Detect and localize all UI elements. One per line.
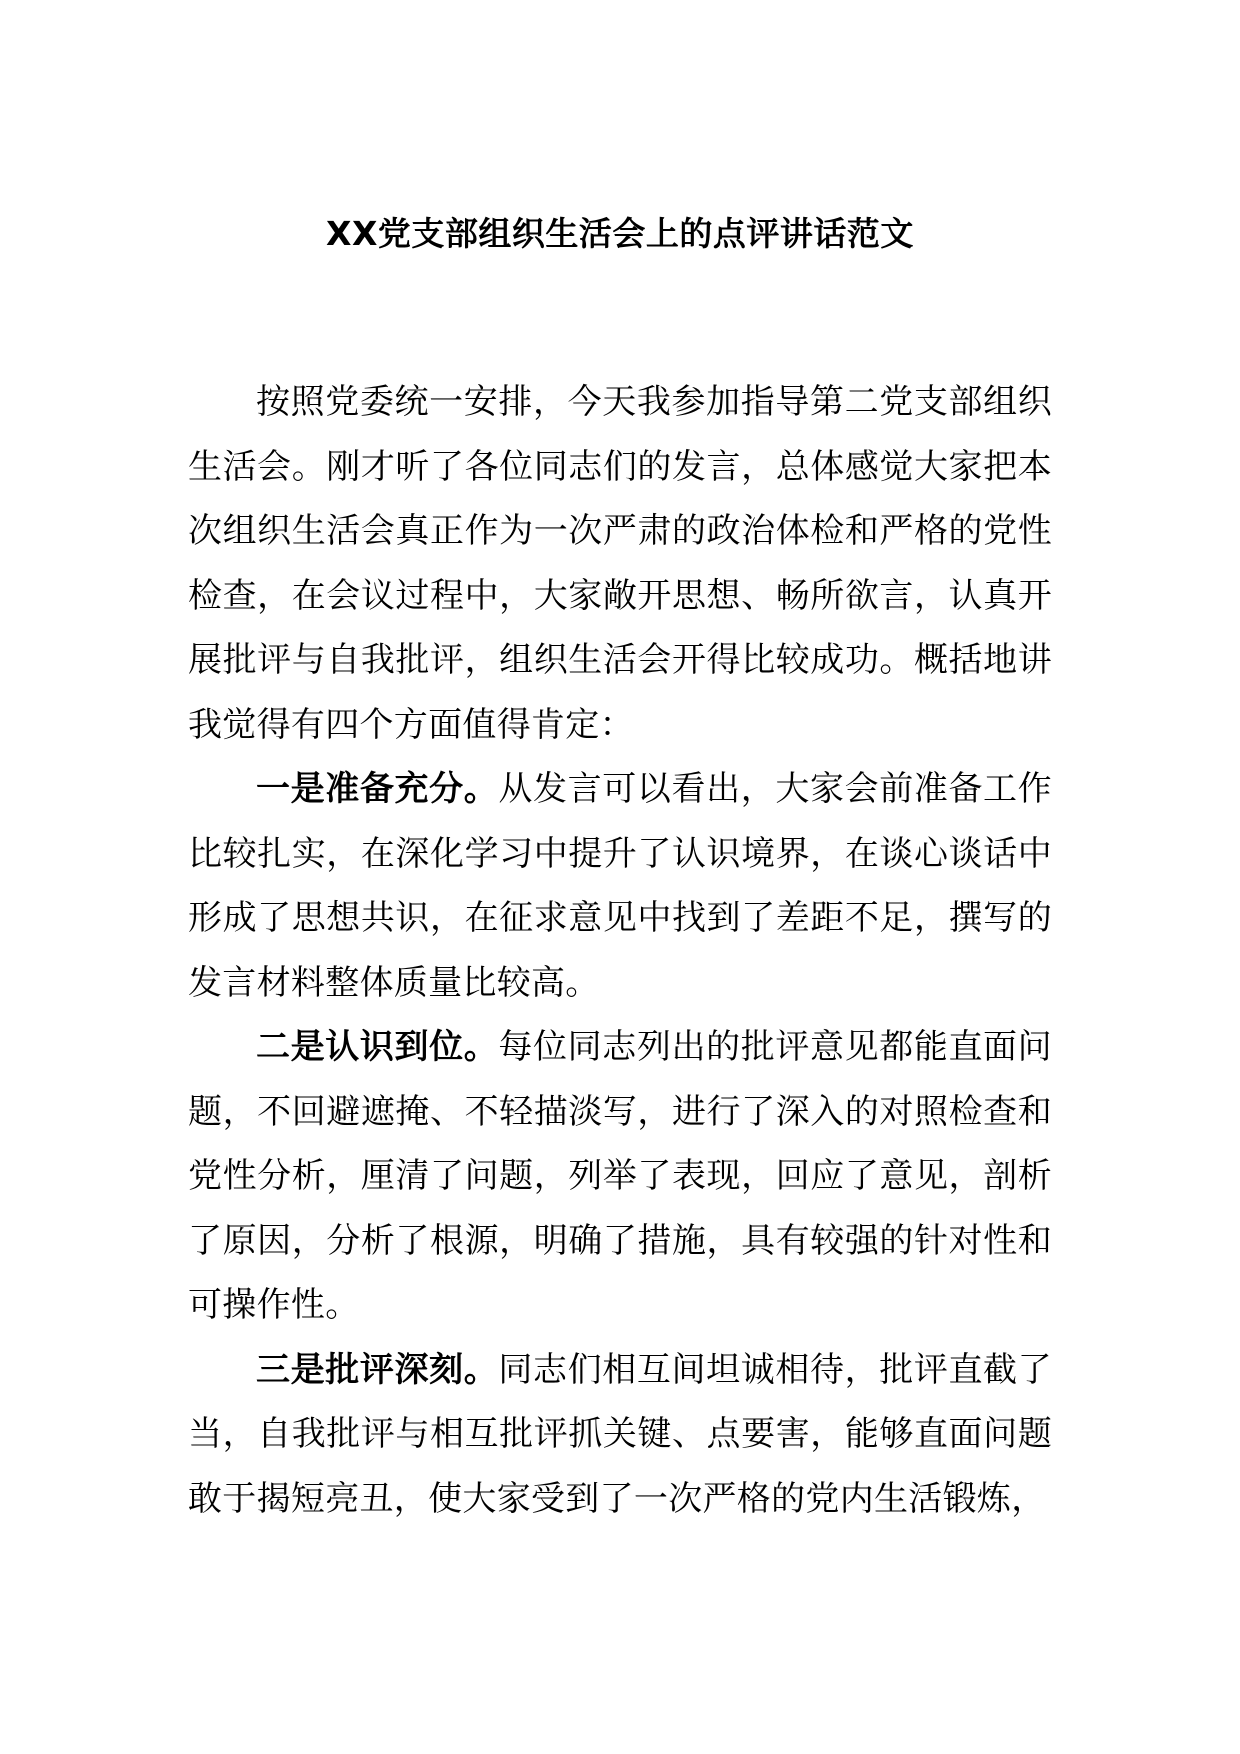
paragraph-intro (188, 370, 1052, 757)
paragraph-text: 按照党委统一安排，今天我参加指导第二党支部组织生活会。刚才听了各位同志们的发言，总体感觉大家把本次组织生活会真正作为一次严肃的政治体检和严格的党性检查，在会议过程中，大家敞开思想、畅所欲言，认真开展批评与自我批评，组织生活会开得比较成功。概括地讲我觉得有四个方面值得肯定： (188, 382, 1052, 745)
paragraph-point-1 (188, 757, 1052, 1015)
paragraph-lead: 二是认识到位。 (256, 1027, 499, 1067)
paragraph-text: 每位同志列出的批评意见都能直面问题，不回避遮掩、不轻描淡写，进行了深入的对照检查和党性分析，厘清了问题，列举了表现，回应了意见，剖析了原因，分析了根源，明确了措施，具有较强的针对性和可操作性。 (188, 1027, 1052, 1325)
document-body (188, 370, 1052, 1531)
paragraph-text: 从发言可以看出，大家会前准备工作比较扎实，在深化学习中提升了认识境界，在谈心谈话中形成了思想共识，在征求意见中找到了差距不足，撰写的发言材料整体质量比较高。 (188, 769, 1052, 1003)
document-title: XX党支部组织生活会上的点评讲话范文 (326, 214, 914, 253)
paragraph-lead: 一是准备充分。 (256, 769, 499, 809)
paragraph-point-2 (188, 1015, 1052, 1338)
paragraph-point-3 (188, 1338, 1052, 1532)
paragraph-lead: 三是批评深刻。 (256, 1349, 499, 1390)
paragraph-text: 同志们相互间坦诚相待，批评直截了当，自我批评与相互批评抓关键、点要害，能够直面问题敢于揭短亮丑，使大家受到了一次严格的党内生活锻炼， (188, 1349, 1052, 1519)
